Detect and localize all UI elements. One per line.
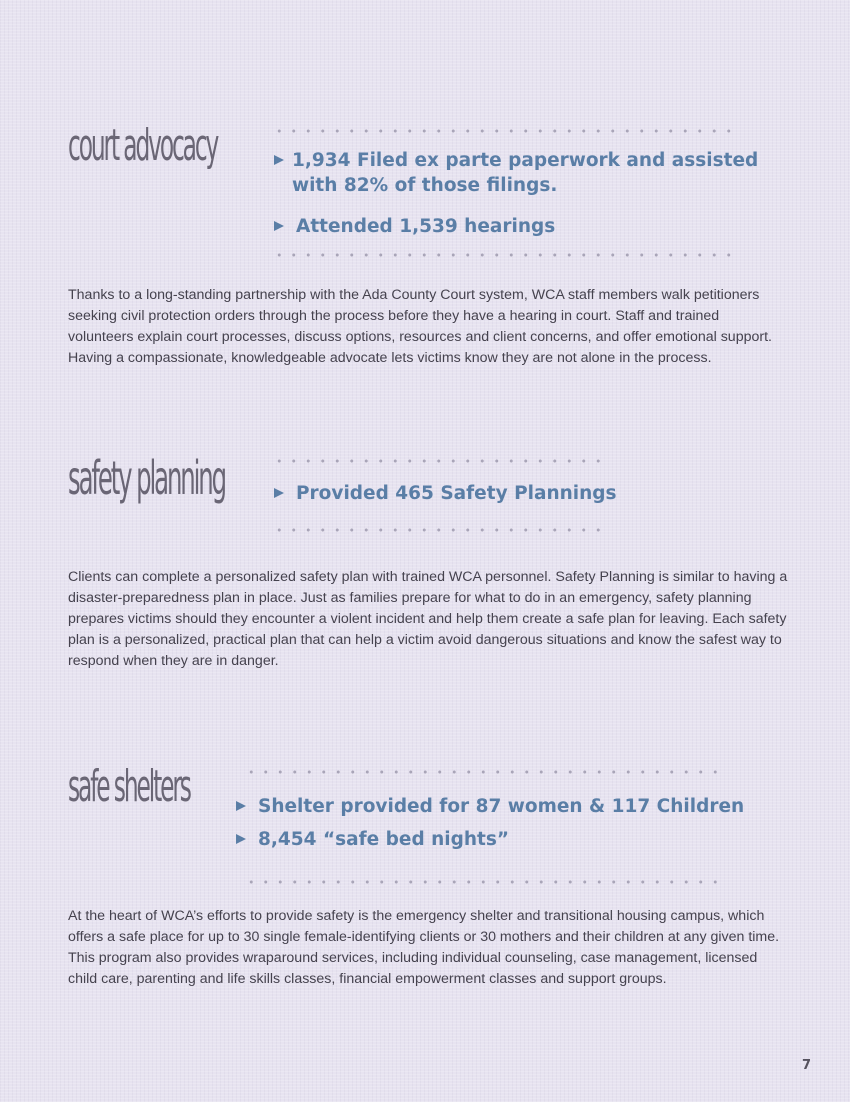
bullet-arrow-icon (274, 221, 284, 231)
section-heading: court advocacy (68, 120, 218, 171)
dotted-divider-top (272, 459, 600, 463)
bullet-arrow-icon (236, 834, 246, 844)
stat-line-1: 1,934 Filed ex parte paperwork and assisted (292, 150, 759, 171)
stat-shelter-provided: Shelter provided for 87 women & 117 Children (258, 796, 745, 817)
stat-filed-ex-parte (292, 148, 758, 198)
section-body-text: At the heart of WCA’s efforts to provide safety is the emergency shelter and transitional housing campus, which offers a safe place for up to 30 single female-identifying clients or 30 mothers and their children at any given time. This program also provides wraparound services, including individual counseling, case management, licensed child care, parenting and life skills classes, financial empowerment classes and support groups. (68, 908, 780, 987)
page-number: 7 (802, 1058, 812, 1073)
dotted-divider-bottom (272, 253, 735, 257)
bullet-arrow-icon (236, 801, 246, 811)
dotted-divider-bottom (272, 528, 600, 532)
stat-safety-plannings: Provided 465 Safety Plannings (296, 483, 617, 504)
stat-line-2: with 82% of those filings. (292, 175, 558, 196)
bullet-arrow-icon (274, 488, 284, 498)
section-body-text: Thanks to a long-standing partnership with the Ada County Court system, WCA staff members walk petitioners seeking civil protection orders through the process before they have a hearing in court. Staff and trained volunteers explain court processes, discuss options, resources and client concerns, and offer emotional support. Having a compassionate, knowledgeable advocate lets victims know they are not alone in the process. (68, 287, 772, 366)
section-body-text: Clients can complete a personalized safety plan with trained WCA personnel. Safety Planning is similar to having a disaster-preparedness plan in place. Just as families prepare for what to do in an emergency, safety planning prepares victims should they encounter a violent incident and help them create a safe plan for leaving. Each safety plan is a personalized, practical plan that can help a victim avoid dangerous situations and know the safest way to respond when they are in danger. (68, 569, 788, 669)
dotted-divider-top (244, 770, 721, 774)
dotted-divider-bottom (244, 880, 721, 884)
section-heading: safe shelters (68, 761, 190, 812)
dotted-divider-top (272, 129, 735, 133)
stat-attended-hearings: Attended 1,539 hearings (296, 216, 556, 237)
section-heading: safety planning (68, 451, 225, 505)
stat-safe-bed-nights: 8,454 “safe bed nights” (258, 829, 510, 850)
bullet-arrow-icon (274, 155, 284, 165)
